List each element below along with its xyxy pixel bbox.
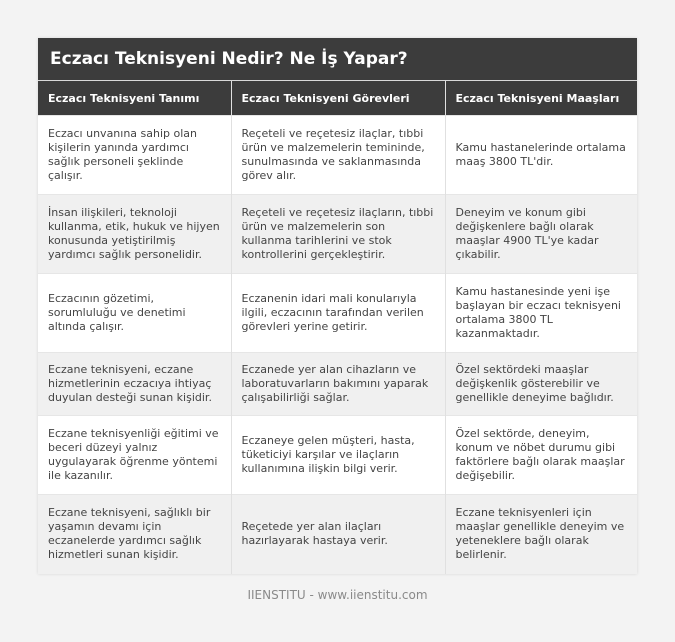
table-cell: Kamu hastanelerinde ortalama maaş 3800 TL'dir. [445, 116, 637, 195]
info-table [38, 81, 637, 574]
table-cell: Reçeteli ve reçetesiz ilaçlar, tıbbi ürün ve malzemelerin temininde, sunulmasında ve saklanmasında görev alır. [231, 116, 445, 195]
table-row [38, 353, 637, 416]
table-cell: Özel sektörde, deneyim, konum ve nöbet durumu gibi faktörlere bağlı olarak maaşlar değişebilir. [445, 416, 637, 495]
table-row [38, 116, 637, 195]
table-cell: Eczane teknisyeni, sağlıklı bir yaşamın devamı için eczanelerde yardımcı sağlık hizmetleri sunan kişidir. [38, 495, 231, 574]
header-row [38, 81, 637, 116]
table-cell: Kamu hastanesinde yeni işe başlayan bir eczacı teknisyeni ortalama 3800 TL kazanmaktadır. [445, 274, 637, 353]
table-cell: Özel sektördeki maaşlar değişkenlik gösterebilir ve genellikle deneyime bağlıdır. [445, 353, 637, 416]
table-cell: Deneyim ve konum gibi değişkenlere bağlı olarak maaşlar 4900 TL'ye kadar çıkabilir. [445, 195, 637, 274]
table-row [38, 416, 637, 495]
column-header-definition: Eczacı Teknisyeni Tanımı [38, 81, 231, 116]
table-cell: Eczaneye gelen müşteri, hasta, tüketiciyi karşılar ve ilaçların kullanımına ilişkin bilgi verir. [231, 416, 445, 495]
table-cell: Eczane teknisyenliği eğitimi ve beceri düzeyi yalnız uygulayarak öğrenme yöntemi ile kazanılır. [38, 416, 231, 495]
column-header-duties: Eczacı Teknisyeni Görevleri [231, 81, 445, 116]
table-cell: Eczane teknisyeni, eczane hizmetlerinin eczacıya ihtiyaç duyulan desteği sunan kişidir. [38, 353, 231, 416]
column-header-salaries: Eczacı Teknisyeni Maaşları [445, 81, 637, 116]
info-card [38, 38, 637, 574]
table-cell: Reçeteli ve reçetesiz ilaçların, tıbbi ürün ve malzemelerin son kullanma tarihlerini ve stok kontrollerini gerçekleştirir. [231, 195, 445, 274]
table-cell: Eczane teknisyenleri için maaşlar genellikle deneyim ve yeteneklere bağlı olarak belirlenir. [445, 495, 637, 574]
table-cell: Eczacı unvanına sahip olan kişilerin yanında yardımcı sağlık personeli şeklinde çalışır. [38, 116, 231, 195]
table-row [38, 274, 637, 353]
table-cell: Eczacının gözetimi, sorumluluğu ve denetimi altında çalışır. [38, 274, 231, 353]
table-row [38, 495, 637, 574]
table-cell: Eczanede yer alan cihazların ve laboratuvarların bakımını yaparak çalışabilirliği sağlar. [231, 353, 445, 416]
table-title: Eczacı Teknisyeni Nedir? Ne İş Yapar? [38, 38, 637, 81]
table-row [38, 195, 637, 274]
table-cell: Eczanenin idari mali konularıyla ilgili, eczacının tarafından verilen görevleri yerine getirir. [231, 274, 445, 353]
table-cell: Reçetede yer alan ilaçları hazırlayarak hastaya verir. [231, 495, 445, 574]
table-cell: İnsan ilişkileri, teknoloji kullanma, etik, hukuk ve hijyen konusunda yetiştirilmiş yardımcı sağlık personelidir. [38, 195, 231, 274]
footer-credit: IIENSTITU - www.iienstitu.com [247, 588, 428, 602]
